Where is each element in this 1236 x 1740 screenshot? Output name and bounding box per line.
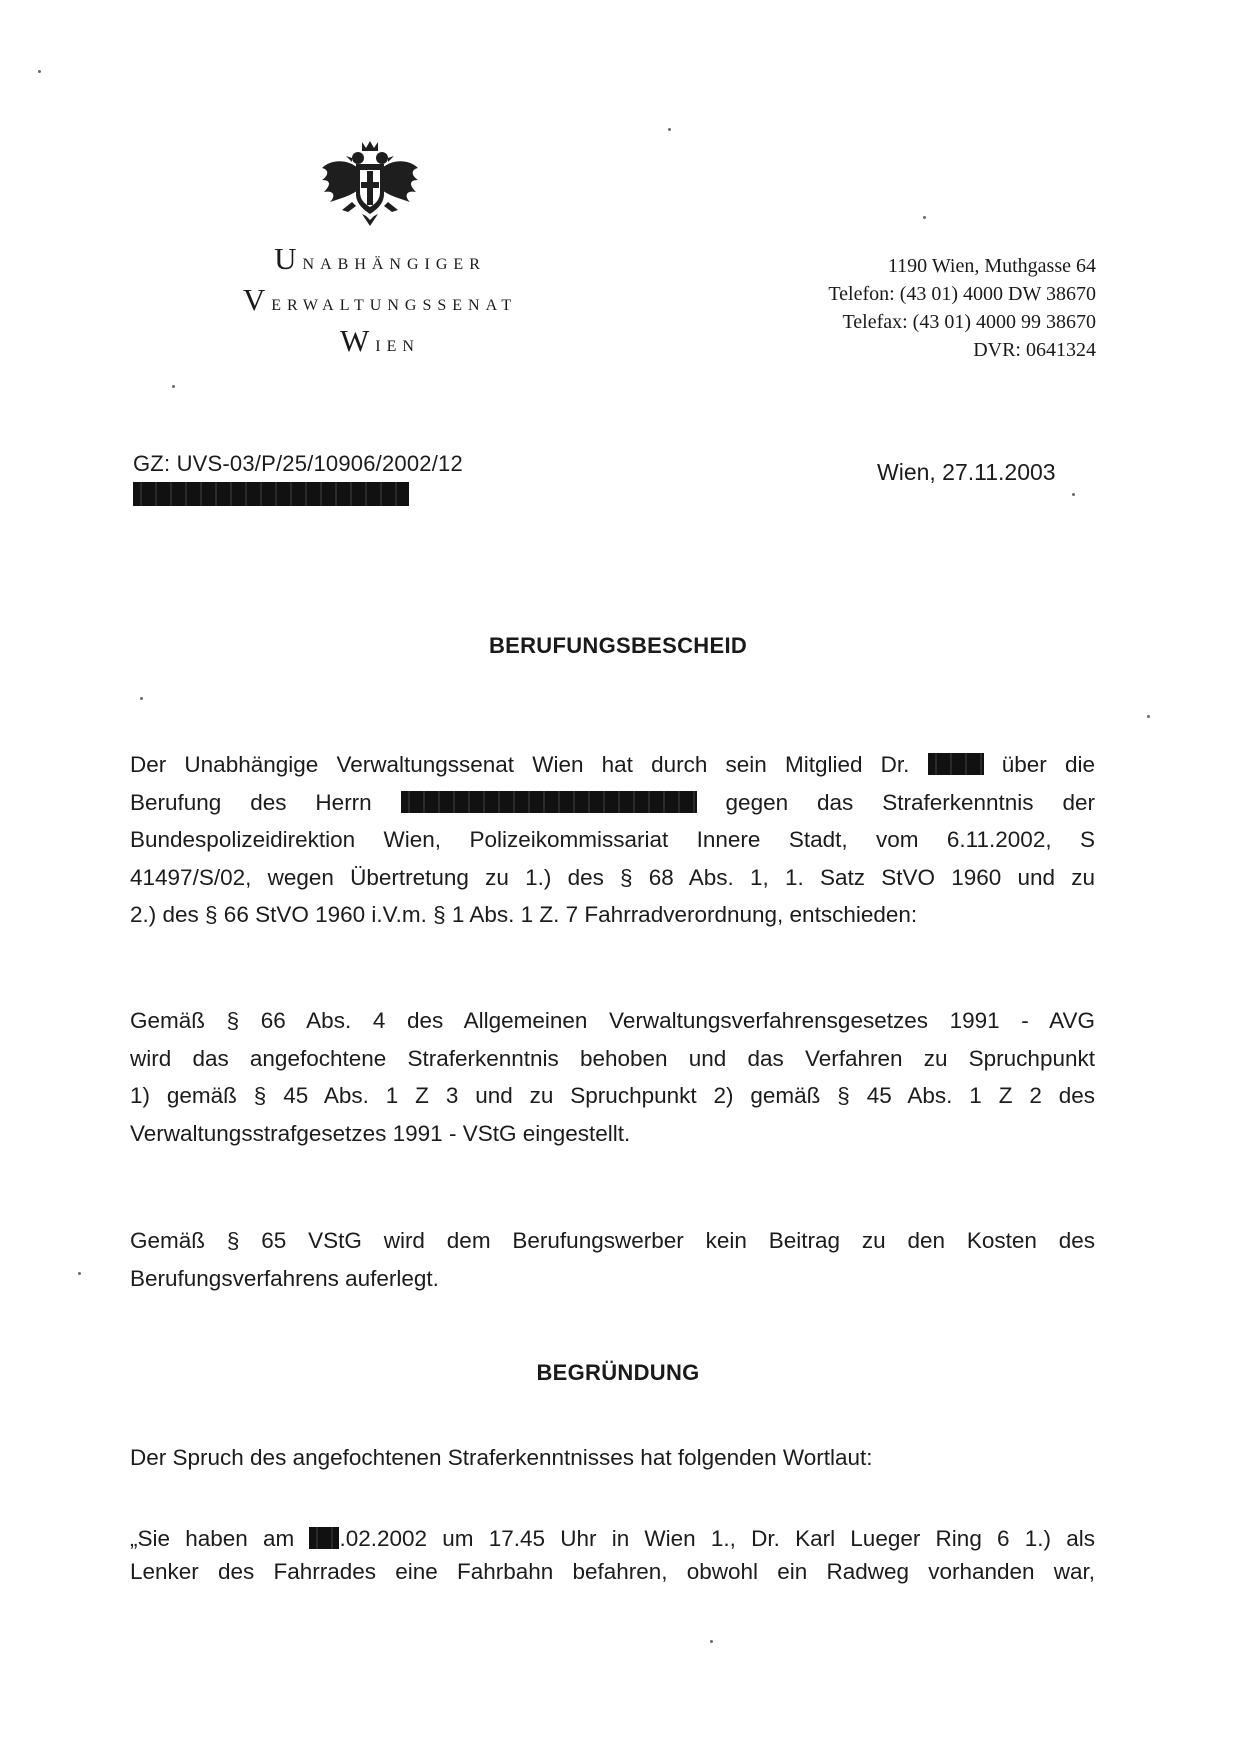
scan-speck: [923, 216, 926, 219]
scan-speck: [140, 697, 143, 700]
redaction-bar: [928, 753, 984, 775]
authority-line-2: Verwaltungssenat: [242, 282, 518, 317]
address-telefax: Telefax: (43 01) 4000 99 38670: [842, 311, 1096, 333]
text-fragment: gegen das Straferkenntnis der: [725, 789, 1095, 815]
text-fragment: Berufung des Herrn: [130, 789, 372, 815]
paragraph-line: Gemäß § 65 VStG wird dem Berufungswerber kein Beitrag zu den Kosten des: [130, 1228, 1095, 1253]
text-fragment: Der Unabhängige Verwaltungssenat Wien hat durch sein Mitglied Dr.: [130, 752, 910, 777]
redaction-bar: [133, 482, 409, 506]
authority-line-1: Unabhängiger: [274, 241, 486, 276]
scan-speck: [172, 385, 175, 388]
paragraph-line: Lenker des Fahrrades eine Fahrbahn befahren, obwohl ein Radweg vorhanden war,: [130, 1559, 1095, 1584]
paragraph-line: [130, 784, 1095, 822]
initial-capital: V: [242, 282, 272, 317]
paragraph-decision-intro: [130, 746, 1095, 934]
paragraph-line: Der Spruch des angefochtenen Straferkenntnisses hat folgenden Wortlaut:: [130, 1445, 873, 1470]
address-street: 1190 Wien, Muthgasse 64: [887, 255, 1096, 277]
paragraph-line: [130, 1522, 1095, 1555]
text-fragment: „Sie haben am: [130, 1526, 295, 1551]
paragraph-costs: [130, 1222, 1095, 1297]
reference-number: GZ: UVS-03/P/25/10906/2002/12: [133, 451, 463, 476]
paragraph-line: Bundespolizeidirektion Wien, Polizeikommissariat Innere Stadt, vom 6.11.2002, S: [130, 827, 1095, 852]
text-fragment: über die: [1001, 752, 1095, 777]
paragraph-ruling: [130, 1002, 1095, 1152]
paragraph-line: [130, 746, 1095, 784]
authority-line-3: Wien: [340, 323, 420, 358]
redaction-bar: [401, 791, 697, 813]
paragraph-line: Berufungsverfahrens auferlegt.: [130, 1265, 439, 1291]
paragraph-line: 1) gemäß § 45 Abs. 1 Z 3 und zu Spruchpunkt 2) gemäß § 45 Abs. 1 Z 2 des: [130, 1083, 1095, 1108]
initial-capital: U: [274, 241, 303, 276]
address-block: [716, 252, 1096, 364]
paragraph-line: Gemäß § 66 Abs. 4 des Allgemeinen Verwaltungsverfahrensgesetzes 1991 - AVG: [130, 1008, 1095, 1033]
scan-speck: [1147, 715, 1150, 718]
scan-speck: [38, 70, 41, 73]
paragraph-verdict-intro: [130, 1439, 1095, 1477]
paragraph-line: 41497/S/02, wegen Übertretung zu 1.) des § 68 Abs. 1, 1. Satz StVO 1960 und zu: [130, 864, 1095, 890]
scan-speck: [1072, 493, 1075, 496]
redaction-bar: [309, 1527, 339, 1549]
scan-speck: [78, 1272, 81, 1275]
austrian-eagle-coat-of-arms-icon: [318, 138, 422, 230]
section-heading-reasons: BEGRÜNDUNG: [536, 1360, 700, 1385]
paragraph-line: Verwaltungsstrafgesetzes 1991 - VStG eingestellt.: [130, 1120, 631, 1146]
paragraph-line: wird das angefochtene Straferkenntnis behoben und das Verfahren zu Spruchpunkt: [130, 1045, 1095, 1071]
text-fragment: .02.2002 um 17.45 Uhr in Wien 1., Dr. Karl Lueger Ring 6 1.) als: [339, 1526, 1095, 1551]
document-date: Wien, 27.11.2003: [877, 459, 1056, 485]
scan-speck: [710, 1640, 713, 1643]
document-title: BERUFUNGSBESCHEID: [488, 633, 748, 658]
paragraph-quoted-verdict: [130, 1522, 1095, 1588]
initial-capital: W: [340, 323, 376, 358]
authority-name: [140, 240, 620, 363]
paragraph-line: 2.) des § 66 StVO 1960 i.V.m. § 1 Abs. 1 Z. 7 Fahrradverordnung, entschieden:: [130, 902, 918, 927]
address-telefon: Telefon: (43 01) 4000 DW 38670: [828, 283, 1096, 305]
scan-speck: [668, 128, 671, 131]
address-dvr: DVR: 0641324: [973, 339, 1096, 361]
